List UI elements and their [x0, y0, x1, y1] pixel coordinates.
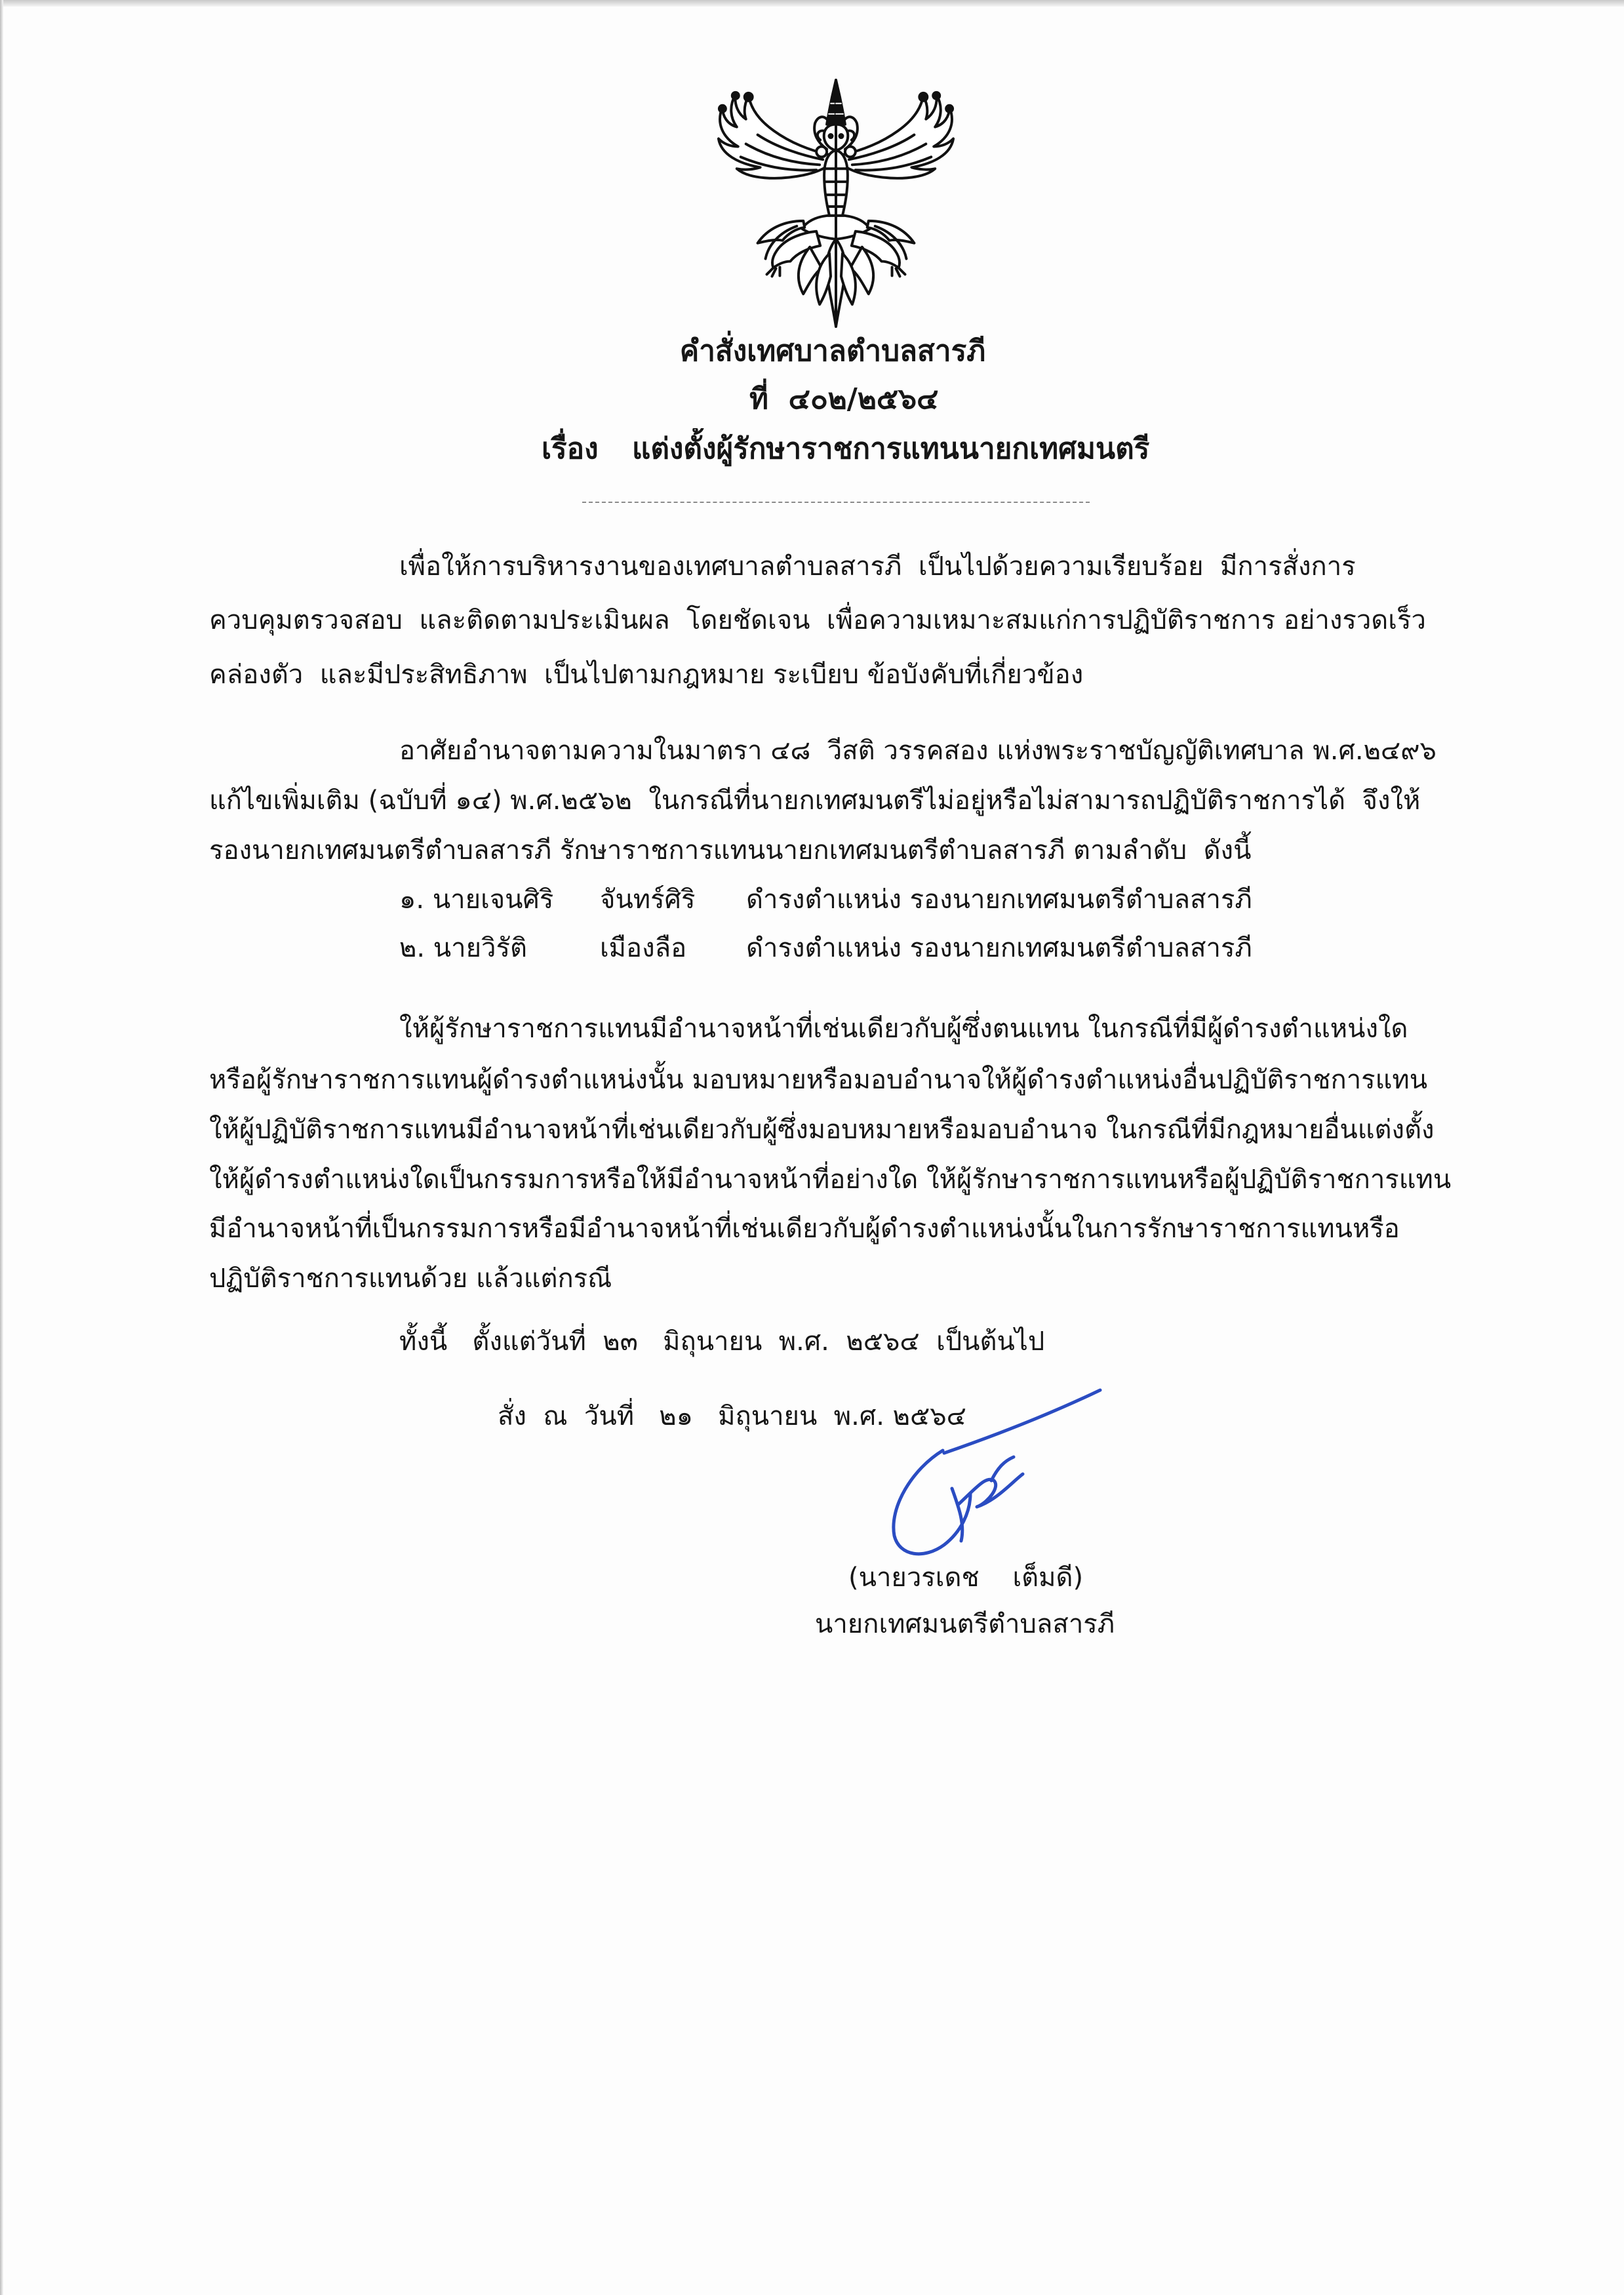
- order-date: สั่ง ณ วันที่ ๒๑ มิถุนายน พ.ศ. ๒๕๖๔: [498, 1401, 966, 1431]
- emblem-right-half: [836, 80, 953, 327]
- effective-date: ทั้งนี้ ตั้งแต่วันที่ ๒๓ มิถุนายน พ.ศ. ๒๕๖๔ เป็นต้นไป: [399, 1327, 1045, 1357]
- signatory-title: นายกเทศมนตรีตำบลสารภี: [815, 1609, 1115, 1639]
- emblem-left-half: [719, 80, 836, 327]
- paragraph1-line: เพื่อให้การบริหารงานของเทศบาลตำบลสารภี เป็นไปด้วยความเรียบร้อย มีการสั่งการ: [399, 551, 1356, 582]
- paragraph3-line: ปฏิบัติราชการแทนด้วย แล้วแต่กรณี: [209, 1264, 612, 1294]
- paragraph3-line: หรือผู้รักษาราชการแทนผู้ดำรงตำแหน่งนั้น มอบหมายหรือมอบอำนาจให้ผู้ดำรงตำแหน่งอื่นปฏิบัติราชการแทน: [209, 1065, 1428, 1095]
- order-title: คำสั่งเทศบาลตำบลสารภี: [679, 334, 986, 368]
- appointee-name: ๒. นายวิรัติ: [399, 933, 527, 963]
- order-number: ที่ ๔๐๒/๒๕๖๔: [749, 382, 939, 416]
- paragraph3-line: ให้ผู้ปฏิบัติราชการแทนมีอำนาจหน้าที่เช่นเดียวกับผู้ซึ่งมอบหมายหรือมอบอำนาจ ในกรณีที่มีกฎหมายอื่นแต่งตั้ง: [209, 1115, 1435, 1145]
- paragraph1-line: คล่องตัว และมีประสิทธิภาพ เป็นไปตามกฎหมาย ระเบียบ ข้อบังคับที่เกี่ยวข้อง: [209, 660, 1084, 690]
- appointee-position: ดำรงตำแหน่ง รองนายกเทศมนตรีตำบลสารภี: [746, 933, 1252, 963]
- garuda-emblem-icon: [705, 77, 966, 332]
- paragraph2-line: รองนายกเทศมนตรีตำบลสารภี รักษาราชการแทนนายกเทศมนตรีตำบลสารภี ตามลำดับ ดังนี้: [209, 835, 1252, 866]
- subject-text: แต่งตั้งผู้รักษาราชการแทนนายกเทศมนตรี: [632, 432, 1150, 466]
- scan-edge-top: [0, 0, 1624, 7]
- appointee-surname: จันทร์ศิริ: [600, 885, 696, 915]
- appointee-surname: เมืองลือ: [600, 933, 687, 963]
- signature-icon: [872, 1382, 1108, 1567]
- appointee-name: ๑. นายเจนศิริ: [399, 885, 554, 915]
- signatory-name: (นายวรเดช เต็มดี): [848, 1563, 1084, 1593]
- paragraph2-line: อาศัยอำนาจตามความในมาตรา ๔๘ วีสติ วรรคสอง แห่งพระราชบัญญัติเทศบาล พ.ศ.๒๔๙๖: [399, 736, 1436, 766]
- scan-edge-left: [0, 0, 3, 2295]
- paragraph3-line: มีอำนาจหน้าที่เป็นกรรมการหรือมีอำนาจหน้าที่เช่นเดียวกับผู้ดำรงตำแหน่งนั้นในการรักษาราชการแทนหรือ: [209, 1214, 1400, 1244]
- paragraph3-line: ให้ผู้ดำรงตำแหน่งใดเป็นกรรมการหรือให้มีอำนาจหน้าที่อย่างใด ให้ผู้รักษาราชการแทนหรือผู้ปฏิบัติราชการแทน: [209, 1165, 1452, 1195]
- appointee-position: ดำรงตำแหน่ง รองนายกเทศมนตรีตำบลสารภี: [746, 885, 1252, 915]
- header-divider: [582, 502, 1090, 503]
- paragraph1-line: ควบคุมตรวจสอบ และติดตามประเมินผล โดยชัดเจน เพื่อความเหมาะสมแก่การปฏิบัติราชการ อย่างรวดเร็ว: [209, 605, 1426, 635]
- paragraph3-line: ให้ผู้รักษาราชการแทนมีอำนาจหน้าที่เช่นเดียวกับผู้ซึ่งตนแทน ในกรณีที่มีผู้ดำรงตำแหน่งใด: [399, 1014, 1408, 1044]
- subject-label: เรื่อง: [542, 432, 599, 466]
- paragraph2-line: แก้ไขเพิ่มเติม (ฉบับที่ ๑๔) พ.ศ.๒๕๖๒ ในกรณีที่นายกเทศมนตรีไม่อยู่หรือไม่สามารถปฏิบัติราชการได้ จึงให้: [209, 786, 1421, 816]
